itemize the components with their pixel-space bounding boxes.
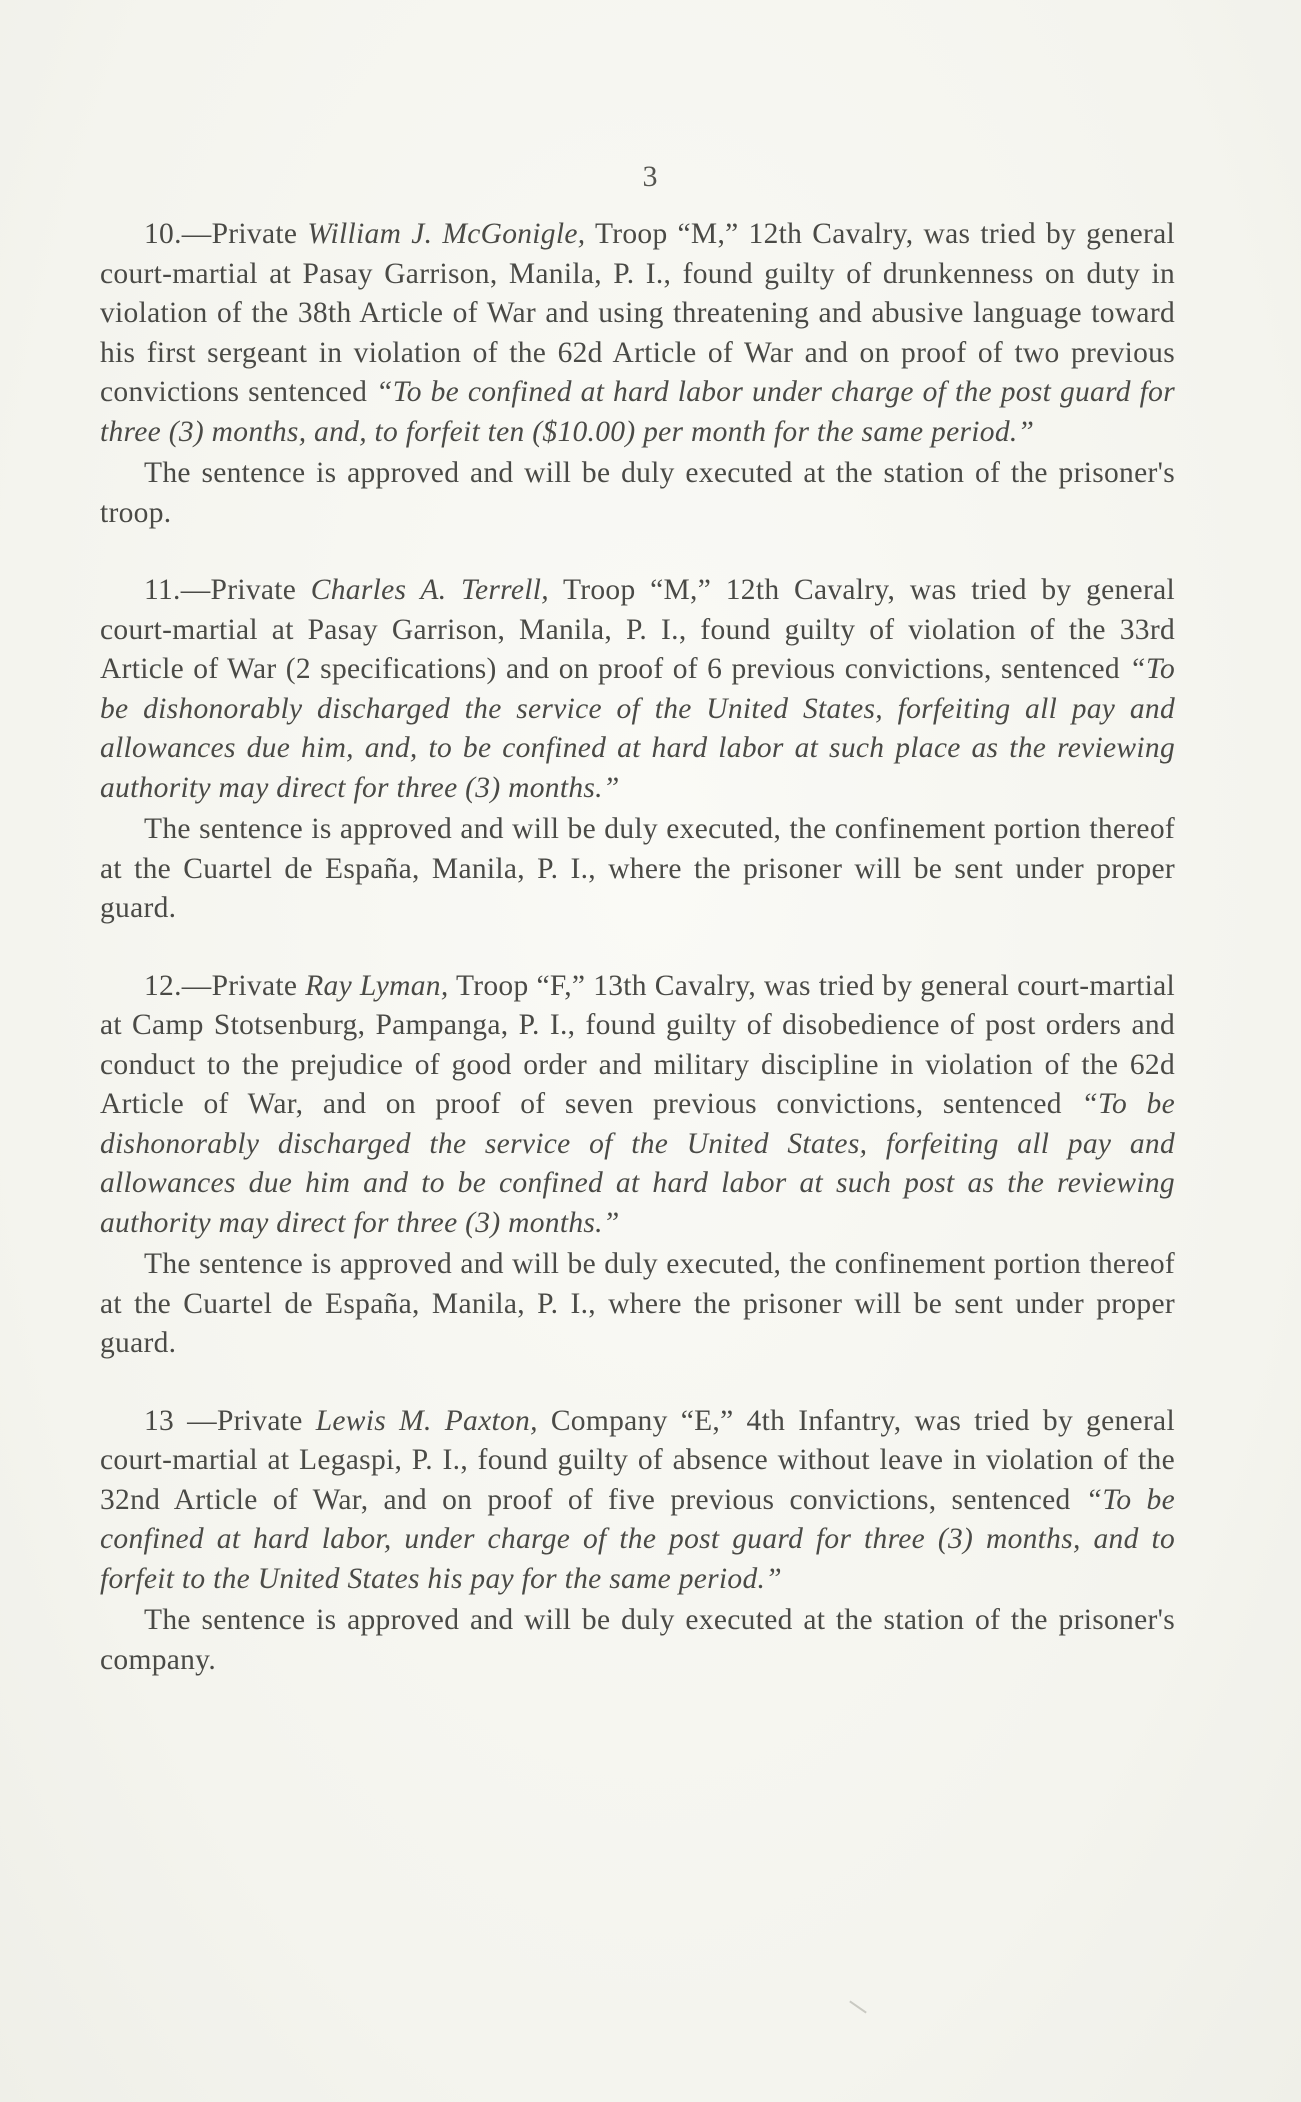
sentence-text: “To be confined at hard labor under charge of the post guard for three (3) months, and, to forfeit ten ($10.00) per month for the same period.”	[100, 376, 1175, 448]
charge-text: was tried by general court-martial at Pasay Garrison, Manila, P. I., found guilty of drunkenness on duty in violation of the 38th Article of War and using threatening and abusive language toward his first sergeant in violation of the 62d Article of War and on proof of two previous convictions sentenced	[100, 218, 1175, 408]
order-number: 10.	[144, 218, 182, 250]
order-entry-11	[100, 571, 1175, 929]
soldier-unit: Troop “M,” 12th Cavalry,	[594, 218, 914, 250]
order-paragraph: 13 —Private Lewis M. Paxton, Company “E,” 4th Infantry, was tried by general court-martial at Legaspi, P. I., found guilty of absence without leave in violation of the 32nd Article of War, and on proof of five previous convictions, sentenced “To be confined at hard labor, under charge of the post guard for three (3) months, and to forfeit to the United States his pay for the same period.”	[100, 1404, 1175, 1595]
order-number: 11.	[144, 574, 181, 606]
soldier-name: William J. McGonigle,	[307, 218, 586, 250]
soldier-name: Ray Lyman,	[305, 969, 449, 1002]
soldier-name: Charles A. Terrell,	[310, 574, 549, 606]
stray-ink-mark	[849, 2000, 867, 2013]
order-number: 12.	[144, 969, 182, 1002]
action-paragraph: The sentence is approved and will be duly executed at the station of the prisoner's company.	[100, 1604, 1175, 1676]
order-entry-13	[100, 1402, 1175, 1681]
sentence-text: “To be confined at hard labor, under charge of the post guard for three (3) months, and to forfeit to the United States his pay for the same period.”	[100, 1483, 1175, 1595]
charge-text: was tried by general court-martial at Camp Stotsenburg, Pampanga, P. I., found guilty of disobedience of post orders and conduct to the prejudice of good order and military discipline in violation of the 62d Article of War, and on proof of seven previous convictions, sentenced	[100, 969, 1175, 1120]
sentence-text: “To be dishonorably discharged the service of the United States, forfeiting all pay and allowances due him and to be confined at hard labor at such post as the reviewing authority may direct for three (3) months.”	[100, 1088, 1175, 1239]
soldier-rank: Private	[211, 218, 298, 250]
order-paragraph: 11.—Private Charles A. Terrell, Troop “M,” 12th Cavalry, was tried by general court-martial at Pasay Garrison, Manila, P. I., found guilty of violation of the 33rd Article of War (2 specifications) and on proof of 6 previous convictions, sentenced “To be dishonorably discharged the service of the United States, forfeiting all pay and allowances due him, and, to be confined at hard labor at such place as the reviewing authority may direct for three (3) months.”	[100, 574, 1175, 804]
order-entry-12	[100, 967, 1175, 1364]
action-paragraph: The sentence is approved and will be duly executed, the confinement portion thereof at the Cuartel de España, Manila, P. I., where the prisoner will be sent under proper guard.	[100, 813, 1175, 924]
order-paragraph: 10.—Private William J. McGonigle, Troop “M,” 12th Cavalry, was tried by general court-martial at Pasay Garrison, Manila, P. I., found guilty of drunkenness on duty in violation of the 38th Article of War and using threatening and abusive language toward his first sergeant in violation of the 62d Article of War and on proof of two previous convictions sentenced “To be confined at hard labor under charge of the post guard for three (3) months, and, to forfeit ten ($10.00) per month for the same period.”	[100, 218, 1175, 448]
sentence-text: “To be dishonorably discharged the service of the United States, forfeiting all pay and allowances due him, and, to be confined at hard labor at such place as the reviewing authority may direct for three (3) months.”	[100, 653, 1175, 804]
soldier-rank: Private	[216, 1404, 303, 1437]
soldier-unit: Company “E,” 4th Infantry,	[550, 1404, 902, 1437]
soldier-rank: Private	[211, 969, 298, 1002]
soldier-rank: Private	[210, 574, 297, 606]
order-number: 13	[144, 1404, 175, 1437]
charge-text: was tried by general court-martial at Legaspi, P. I., found guilty of absence without leave in violation of the 32nd Article of War, and on proof of five previous convictions, sentenced	[100, 1404, 1175, 1516]
soldier-unit: Troop “M,” 12th Cavalry,	[562, 574, 896, 606]
action-paragraph: The sentence is approved and will be duly executed at the station of the prisoner's troop.	[100, 457, 1175, 529]
order-paragraph: 12.—Private Ray Lyman, Troop “F,” 13th Cavalry, was tried by general court-martial at Camp Stotsenburg, Pampanga, P. I., found guilty of disobedience of post orders and conduct to the prejudice of good order and military discipline in violation of the 62d Article of War, and on proof of seven previous convictions, sentenced “To be dishonorably discharged the service of the United States, forfeiting all pay and allowances due him and to be confined at hard labor at such post as the reviewing authority may direct for three (3) months.”	[100, 969, 1175, 1239]
page-number: 3	[642, 160, 659, 193]
charge-text: was tried by general court-martial at Pasay Garrison, Manila, P. I., found guilty of violation of the 33rd Article of War (2 specifications) and on proof of 6 previous convictions, sentenced	[100, 574, 1175, 685]
soldier-unit: Troop “F,” 13th Cavalry,	[455, 969, 757, 1002]
orders-body	[100, 215, 1175, 1718]
order-entry-10	[100, 215, 1175, 533]
action-paragraph: The sentence is approved and will be duly executed, the confinement portion thereof at the Cuartel de España, Manila, P. I., where the prisoner will be sent under proper guard.	[100, 1248, 1175, 1359]
soldier-name: Lewis M. Paxton,	[315, 1404, 538, 1437]
